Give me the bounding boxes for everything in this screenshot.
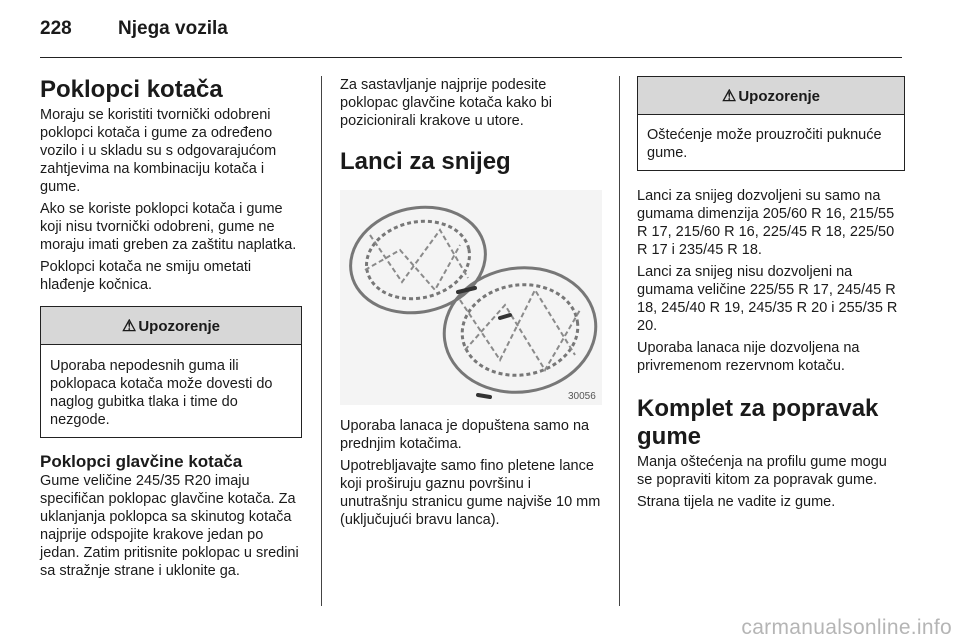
warning-box <box>637 76 905 171</box>
page-header <box>40 18 228 40</box>
warning-title: Upozorenje <box>138 318 221 335</box>
paragraph: Ako se koriste poklopci kotača i gume koji nisu tvornički odobreni, gume ne moraju imati greben za zaštitu naplatka. <box>40 201 297 253</box>
warning-header <box>638 77 904 115</box>
paragraph: Upotrebljavajte samo fino pletene lance koji proširuju gaznu površinu i unutrašnju stranicu gume najviše 10 mm (uključujući bravu lanca). <box>340 458 601 528</box>
column-divider <box>619 76 620 606</box>
section-title-snow-chains: Lanci za snijeg <box>340 148 511 175</box>
watermark-brand: carmanualsonline.info <box>741 616 952 639</box>
paragraph: Uporaba lanaca je dopuštena samo na prednjim kotačima. <box>340 418 590 452</box>
paragraph: Poklopci kotača ne smiju ometati hlađenje kočnica. <box>40 259 252 293</box>
subsection-title-hub-caps: Poklopci glavčine kotača <box>40 452 243 471</box>
figure-number: 30056 <box>568 391 596 402</box>
paragraph: Uporaba lanaca nije dozvoljena na privremenom rezervnom kotaču. <box>637 340 860 374</box>
page-number: 228 <box>40 18 72 39</box>
paragraph: Moraju se koristiti tvornički odobreni poklopci kotača i gume za određeno vozilo i u skladu su s odgovarajućom zahtjevima na kombinaciju kotača i gume. <box>40 107 277 195</box>
column-1 <box>40 76 302 584</box>
column-3 <box>637 76 905 515</box>
paragraph: Lanci za snijeg nisu dozvoljeni na gumama veličine 225/55 R 17, 245/45 R 18, 245/40 R 19, 245/35 R 20 i 255/35 R 20. <box>637 264 898 334</box>
warning-header <box>41 307 301 345</box>
warning-body <box>41 345 301 437</box>
paragraph: Manja oštećenja na profilu gume mogu se popraviti kitom za popravak gume. <box>637 454 887 488</box>
section-title-wheel-covers: Poklopci kotača <box>40 76 223 103</box>
warning-box <box>40 306 302 438</box>
warning-text: Oštećenje može prouzročiti puknuće gume. <box>647 127 882 161</box>
paragraph: Lanci za snijeg dozvoljeni su samo na gumama dimenzija 205/60 R 16, 215/55 R 17, 215/60 R 16, 225/45 R 18, 225/50 R 17 i 235/45 R 18. <box>637 188 895 258</box>
warning-triangle-icon: ⚠ <box>121 318 137 335</box>
paragraph: Za sastavljanje najprije podesite poklopac glavčine kotača kako bi pozicionirali krakove u utore. <box>340 77 552 129</box>
warning-title: Upozorenje <box>738 88 821 105</box>
column-divider <box>321 76 322 606</box>
paragraph: Strana tijela ne vadite iz gume. <box>637 494 836 510</box>
paragraph: Gume veličine 245/35 R20 imaju specifičan poklopac glavčine kotača. Za uklanjanja poklopca sa skinutog kotača najprije odspojite krakove jedan po jedan. Zatim pritisnite poklopac u sredini sa stražnje strane i uklonite ga. <box>40 473 299 579</box>
warning-text: Uporaba nepodesnih guma ili poklopaca kotača može dovesti do naglog gubitka tlaka i time do nezgode. <box>50 358 273 428</box>
warning-triangle-icon: ⚠ <box>721 88 737 105</box>
warning-body <box>638 115 904 170</box>
section-title-tyre-repair-kit: Komplet za popravak gume <box>637 395 879 450</box>
header-divider <box>40 57 902 58</box>
snow-chains-illustration <box>340 190 602 405</box>
chapter-title: Njega vozila <box>118 18 228 39</box>
column-2 <box>340 76 602 533</box>
